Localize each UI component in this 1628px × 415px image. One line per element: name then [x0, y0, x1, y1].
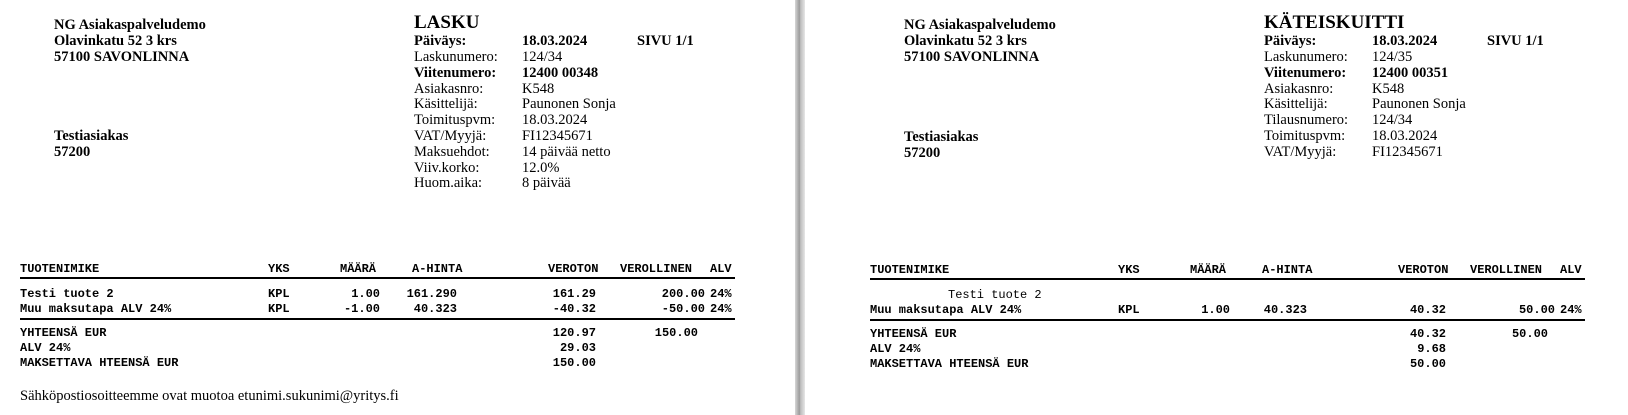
date-value: 18.03.2024 — [522, 33, 588, 49]
field-label: Viitenumero: — [414, 64, 497, 81]
row-qty: -1.00 — [343, 302, 380, 316]
footer-note: Sähköpostiosoitteemme ovat muotoa etunimi.sukunimi@yritys.fi — [20, 388, 399, 404]
vat-label: ALV 24% — [20, 341, 71, 355]
field-label: Maksuehdot: — [414, 143, 490, 160]
product-note: Testi tuote 2 — [948, 288, 1042, 302]
field-label: Asiakasnro: — [1264, 80, 1334, 97]
field-label: Toimituspvm: — [1264, 128, 1346, 144]
vat-net: 29.03 — [559, 341, 596, 355]
col-price: A-HINTA — [1262, 263, 1313, 277]
company-street: Olavinkatu 52 3 krs — [904, 33, 1027, 49]
customer-name: Testiasiakas — [904, 129, 979, 145]
table-header-rule — [870, 278, 1585, 280]
field-label: VAT/Myyjä: — [414, 128, 487, 144]
row-qty: 1.00 — [1201, 303, 1230, 317]
field-label: Huom.aika: — [414, 175, 483, 192]
customer-postcode: 57200 — [54, 144, 91, 160]
row-net: 40.32 — [1409, 303, 1446, 317]
field-label: Viitenumero: — [1264, 64, 1347, 81]
page-gutter — [795, 0, 805, 415]
col-qty: MÄÄRÄ — [1190, 263, 1227, 277]
page-indicator: SIVU 1/1 — [1487, 33, 1544, 49]
payable-net: 150.00 — [552, 356, 596, 370]
date-label: Päiväys: — [1264, 33, 1317, 49]
row-vat: 24% — [710, 287, 732, 301]
col-vat: ALV — [710, 262, 732, 276]
row-net: -40.32 — [552, 302, 596, 316]
col-price: A-HINTA — [412, 262, 463, 276]
field-value: FI12345671 — [522, 128, 593, 144]
total-label: YHTEENSÄ EUR — [20, 326, 107, 340]
payable-label: MAKSETTAVA HTEENSÄ EUR — [870, 357, 1029, 371]
field-label: Tilausnumero: — [1264, 112, 1349, 129]
row-price: 161.290 — [406, 287, 457, 301]
col-unit: YKS — [1118, 263, 1140, 277]
field-label: Käsittelijä: — [414, 96, 478, 113]
receipt-page — [805, 0, 1628, 415]
field-value: 12.0% — [522, 159, 560, 176]
company-street: Olavinkatu 52 3 krs — [54, 33, 177, 49]
page-indicator: SIVU 1/1 — [637, 33, 694, 49]
field-value: 18.03.2024 — [1372, 128, 1438, 144]
field-value: 12400 00348 — [522, 64, 599, 81]
row-product: Muu maksutapa ALV 24% — [870, 303, 1022, 317]
row-gross: -50.00 — [661, 302, 705, 316]
company-city: 57100 SAVONLINNA — [54, 49, 190, 65]
company-name: NG Asiakaspalveludemo — [904, 17, 1056, 33]
row-unit: KPL — [268, 302, 290, 316]
row-gross: 200.00 — [661, 287, 705, 301]
row-price: 40.323 — [1263, 303, 1307, 317]
field-value: 18.03.2024 — [522, 112, 588, 129]
field-label: Toimituspvm: — [414, 112, 496, 129]
row-vat: 24% — [710, 302, 732, 316]
row-product: Testi tuote 2 — [20, 287, 114, 301]
total-net: 40.32 — [1409, 327, 1446, 341]
field-value: K548 — [522, 80, 555, 97]
row-gross: 50.00 — [1518, 303, 1555, 317]
date-value: 18.03.2024 — [1372, 33, 1438, 49]
field-value: K548 — [1372, 80, 1405, 97]
field-value: Paunonen Sonja — [1372, 96, 1466, 113]
field-label: VAT/Myyjä: — [1264, 143, 1337, 160]
field-value: 124/34 — [522, 49, 563, 65]
document-title: KÄTEISKUITTI — [1264, 12, 1405, 33]
total-gross: 150.00 — [654, 326, 698, 340]
row-vat: 24% — [1560, 303, 1582, 317]
payable-net: 50.00 — [1409, 357, 1446, 371]
customer-postcode: 57200 — [904, 145, 941, 161]
col-vat: ALV — [1560, 263, 1582, 277]
col-qty: MÄÄRÄ — [340, 262, 377, 276]
vat-net: 9.68 — [1417, 342, 1446, 356]
company-city: 57100 SAVONLINNA — [904, 49, 1040, 65]
table-body-rule — [20, 318, 735, 320]
row-net: 161.29 — [552, 287, 596, 301]
table-body-rule — [870, 319, 1585, 321]
field-label: Laskunumero: — [1264, 49, 1348, 65]
col-net: VEROTON — [548, 262, 599, 276]
field-label: Asiakasnro: — [414, 80, 484, 97]
customer-name: Testiasiakas — [54, 128, 129, 144]
field-value: Paunonen Sonja — [522, 96, 616, 113]
row-unit: KPL — [1118, 303, 1140, 317]
field-value: 124/35 — [1372, 49, 1413, 65]
row-qty: 1.00 — [351, 287, 380, 301]
field-value: 14 päivää netto — [522, 143, 611, 160]
vat-label: ALV 24% — [870, 342, 921, 356]
col-net: VEROTON — [1398, 263, 1449, 277]
field-label: Käsittelijä: — [1264, 96, 1328, 113]
document-title: LASKU — [414, 12, 480, 33]
field-value: 8 päivää — [522, 175, 571, 192]
col-unit: YKS — [268, 262, 290, 276]
row-price: 40.323 — [413, 302, 457, 316]
invoice-page — [0, 0, 795, 415]
field-value: 124/34 — [1372, 112, 1413, 129]
col-gross: VEROLLINEN — [620, 262, 693, 276]
total-gross: 50.00 — [1511, 327, 1548, 341]
field-label: Viiv.korko: — [414, 159, 480, 176]
payable-label: MAKSETTAVA HTEENSÄ EUR — [20, 356, 179, 370]
company-name: NG Asiakaspalveludemo — [54, 17, 206, 33]
row-unit: KPL — [268, 287, 290, 301]
total-net: 120.97 — [552, 326, 596, 340]
row-product: Muu maksutapa ALV 24% — [20, 302, 172, 316]
field-value: FI12345671 — [1372, 143, 1443, 160]
field-label: Laskunumero: — [414, 49, 498, 65]
col-product: TUOTENIMIKE — [20, 262, 100, 276]
field-value: 12400 00351 — [1372, 64, 1449, 81]
col-gross: VEROLLINEN — [1470, 263, 1543, 277]
table-header-rule — [20, 277, 735, 279]
date-label: Päiväys: — [414, 33, 467, 49]
col-product: TUOTENIMIKE — [870, 263, 950, 277]
total-label: YHTEENSÄ EUR — [870, 327, 957, 341]
